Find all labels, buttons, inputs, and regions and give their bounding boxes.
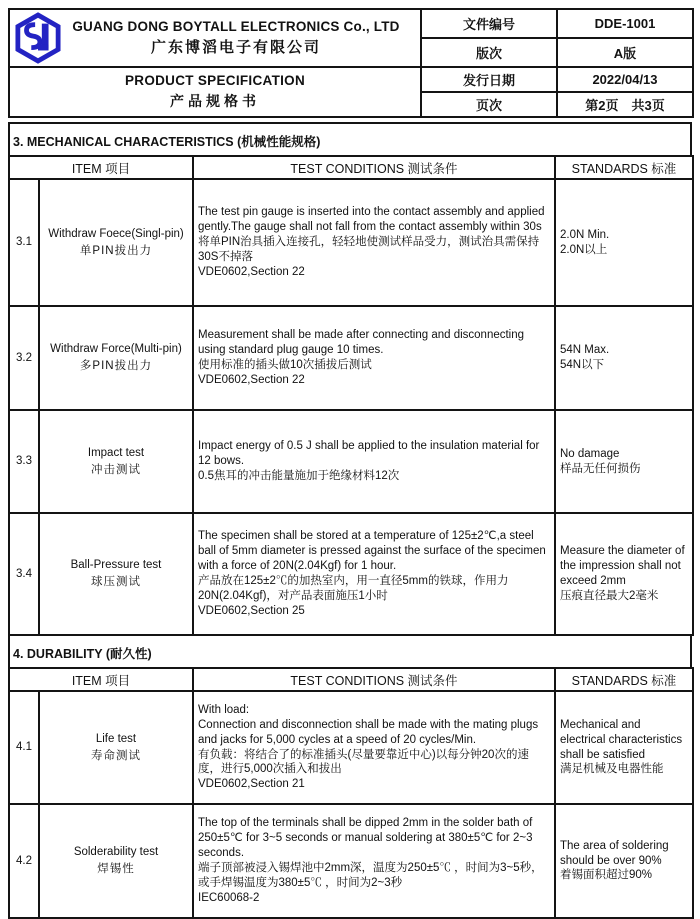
standards-cell bbox=[555, 691, 693, 804]
item-name-cn: 冲击测试 bbox=[91, 463, 141, 476]
doc-title-cn: 产品规格书 bbox=[170, 93, 260, 109]
row-number-cell: 4.2 bbox=[9, 804, 39, 918]
document-header bbox=[8, 8, 694, 118]
conditions-cell bbox=[193, 179, 555, 306]
column-header: ITEM 项目 bbox=[9, 156, 193, 179]
doc-title-cell bbox=[9, 67, 421, 117]
condition-text: 产品放在125±2℃的加热室内，用一直径5mm的铁球，作用力20N(2.04Kgf)，对产品表面施压1小时 bbox=[198, 575, 509, 602]
standards-cell bbox=[555, 410, 693, 513]
column-header: STANDARDS 标准 bbox=[555, 156, 693, 179]
company-names bbox=[64, 19, 418, 57]
condition-text: VDE0602,Section 22 bbox=[198, 373, 305, 386]
spec-row bbox=[9, 179, 693, 306]
standard-text: 满足机械及电器性能 bbox=[560, 763, 664, 776]
doc-title-en: PRODUCT SPECIFICATION bbox=[124, 73, 306, 88]
standard-text: No damage bbox=[560, 447, 620, 460]
spec-table-header-row bbox=[9, 156, 693, 179]
standard-text: Mechanical and electrical characteristics shall be satisfied bbox=[560, 718, 683, 761]
spec-row bbox=[9, 804, 693, 918]
spec-table-header-row bbox=[9, 668, 693, 691]
condition-text: Measurement shall be made after connecting and disconnecting using standard plug gauge 10 times. bbox=[198, 329, 525, 357]
item-name-en: Withdraw Foece(Singl-pin) bbox=[48, 227, 184, 240]
standard-text: 2.0N以上 bbox=[560, 243, 608, 256]
condition-text: The test pin gauge is inserted into the contact assembly and applied gently.The gauge shall not fall from the contact assembly within 30s bbox=[198, 206, 545, 234]
spec-row bbox=[9, 306, 693, 410]
item-name-cn: 焊锡性 bbox=[97, 863, 135, 875]
item-name-en: Withdraw Force(Multi-pin) bbox=[50, 343, 182, 356]
spec-table bbox=[8, 667, 694, 919]
standard-text: 54N Max. bbox=[560, 344, 610, 357]
condition-text: Impact energy of 0.5 J shall be applied to the insulation material for 12 bows. bbox=[198, 440, 540, 468]
spec-row bbox=[9, 513, 693, 635]
standard-text: The area of soldering should be over 90% bbox=[560, 839, 669, 867]
condition-text: 使用标准的插头做10次插拔后测试 bbox=[198, 359, 372, 371]
condition-text: 端子顶部被浸入锡焊池中2mm深，温度为250±5℃ ，时间为3~5秒，或手焊锡温度为380±5℃ ，时间为2~3秒 bbox=[198, 862, 543, 889]
field-value-revision: A版 bbox=[557, 38, 693, 67]
item-name-en: Solderability test bbox=[73, 846, 159, 859]
column-header: ITEM 项目 bbox=[9, 668, 193, 691]
item-name-cn: 寿命测试 bbox=[91, 749, 141, 762]
item-cell bbox=[39, 410, 193, 513]
column-header: TEST CONDITIONS 测试条件 bbox=[193, 668, 555, 691]
field-value-issue-date: 2022/04/13 bbox=[557, 67, 693, 92]
condition-text: Connection and disconnection shall be made with the mating plugs and jacks for 5,000 cycles at a speed of 20 cycles/Min. bbox=[198, 718, 539, 746]
standards-cell bbox=[555, 804, 693, 918]
field-value-page: 第2页 共3页 bbox=[557, 92, 693, 117]
item-name-en: Ball-Pressure test bbox=[70, 559, 162, 572]
conditions-cell bbox=[193, 804, 555, 918]
row-number-cell: 3.3 bbox=[9, 410, 39, 513]
standard-text: 着锡面积超过90% bbox=[560, 869, 653, 882]
condition-text: 有负载：将结合了的标准插头(尽量要靠近中心)以每分钟20次的速度，进行5,000次插入和拔出 bbox=[198, 748, 529, 776]
item-cell bbox=[39, 179, 193, 306]
condition-text: VDE0602,Section 25 bbox=[198, 604, 305, 617]
condition-text: IEC60068-2 bbox=[198, 891, 260, 904]
item-name-en: Impact test bbox=[87, 446, 145, 459]
spec-sections bbox=[8, 122, 692, 919]
conditions-cell bbox=[193, 691, 555, 804]
item-name-cn: 多PIN拔出力 bbox=[79, 360, 153, 372]
condition-text: The top of the terminals shall be dipped 2mm in the solder bath of 250±5℃ for 3~5 seconds or manual soldering at 380±5℃ for 2~3 seconds. bbox=[198, 817, 533, 860]
standard-text: Measure the diameter of the impression shall not exceed 2mm bbox=[560, 545, 685, 587]
item-name-en: Life test bbox=[95, 732, 137, 745]
spec-row bbox=[9, 691, 693, 804]
company-logo-icon bbox=[12, 12, 64, 64]
column-header: TEST CONDITIONS 测试条件 bbox=[193, 156, 555, 179]
conditions-cell bbox=[193, 306, 555, 410]
item-cell bbox=[39, 306, 193, 410]
condition-text: With load: bbox=[198, 703, 250, 716]
item-cell bbox=[39, 804, 193, 918]
field-label-issue-date: 发行日期 bbox=[421, 67, 557, 92]
field-label-page: 页次 bbox=[421, 92, 557, 117]
column-header: STANDARDS 标准 bbox=[555, 668, 693, 691]
condition-text: VDE0602,Section 21 bbox=[198, 778, 305, 791]
conditions-cell bbox=[193, 513, 555, 635]
item-name-cn: 球压测试 bbox=[91, 576, 141, 588]
spec-table bbox=[8, 155, 694, 636]
company-cell bbox=[9, 9, 421, 67]
field-label-revision: 版次 bbox=[421, 38, 557, 67]
row-number-cell: 4.1 bbox=[9, 691, 39, 804]
field-label-doc-number: 文件编号 bbox=[421, 9, 557, 38]
item-name-cn: 单PIN拔出力 bbox=[79, 244, 153, 257]
standards-cell bbox=[555, 179, 693, 306]
standard-text: 54N以下 bbox=[560, 359, 605, 371]
standard-text: 样品无任何损伤 bbox=[560, 462, 641, 475]
standard-text: 2.0N Min. bbox=[560, 228, 610, 241]
row-number-cell: 3.1 bbox=[9, 179, 39, 306]
row-number-cell: 3.2 bbox=[9, 306, 39, 410]
company-name-en: GUANG DONG BOYTALL ELECTRONICS Co., LTD bbox=[72, 19, 400, 34]
condition-text: 0.5焦耳的冲击能量施加于绝缘材料12次 bbox=[198, 469, 400, 482]
condition-text: The specimen shall be stored at a temperature of 125±2℃,a steel ball of 5mm diameter is pressed against the surface of the specimen with a force of 20N(2.04Kgf) for 1 hour. bbox=[198, 530, 546, 573]
section-title: 4. DURABILITY (耐久性) bbox=[8, 636, 692, 667]
condition-text: 将单PIN治具插入连接孔，轻轻地使测试样品受力，测试治具需保持30S不掉落 bbox=[198, 236, 540, 263]
section-title: 3. MECHANICAL CHARACTERISTICS (机械性能规格) bbox=[8, 122, 692, 155]
item-cell bbox=[39, 691, 193, 804]
item-cell bbox=[39, 513, 193, 635]
spec-row bbox=[9, 410, 693, 513]
standards-cell bbox=[555, 513, 693, 635]
field-value-doc-number: DDE-1001 bbox=[557, 9, 693, 38]
row-number-cell: 3.4 bbox=[9, 513, 39, 635]
standard-text: 压痕直径最大2毫米 bbox=[560, 589, 659, 602]
standards-cell bbox=[555, 306, 693, 410]
condition-text: VDE0602,Section 22 bbox=[198, 265, 305, 278]
conditions-cell bbox=[193, 410, 555, 513]
company-name-cn: 广东博滔电子有限公司 bbox=[150, 39, 321, 56]
